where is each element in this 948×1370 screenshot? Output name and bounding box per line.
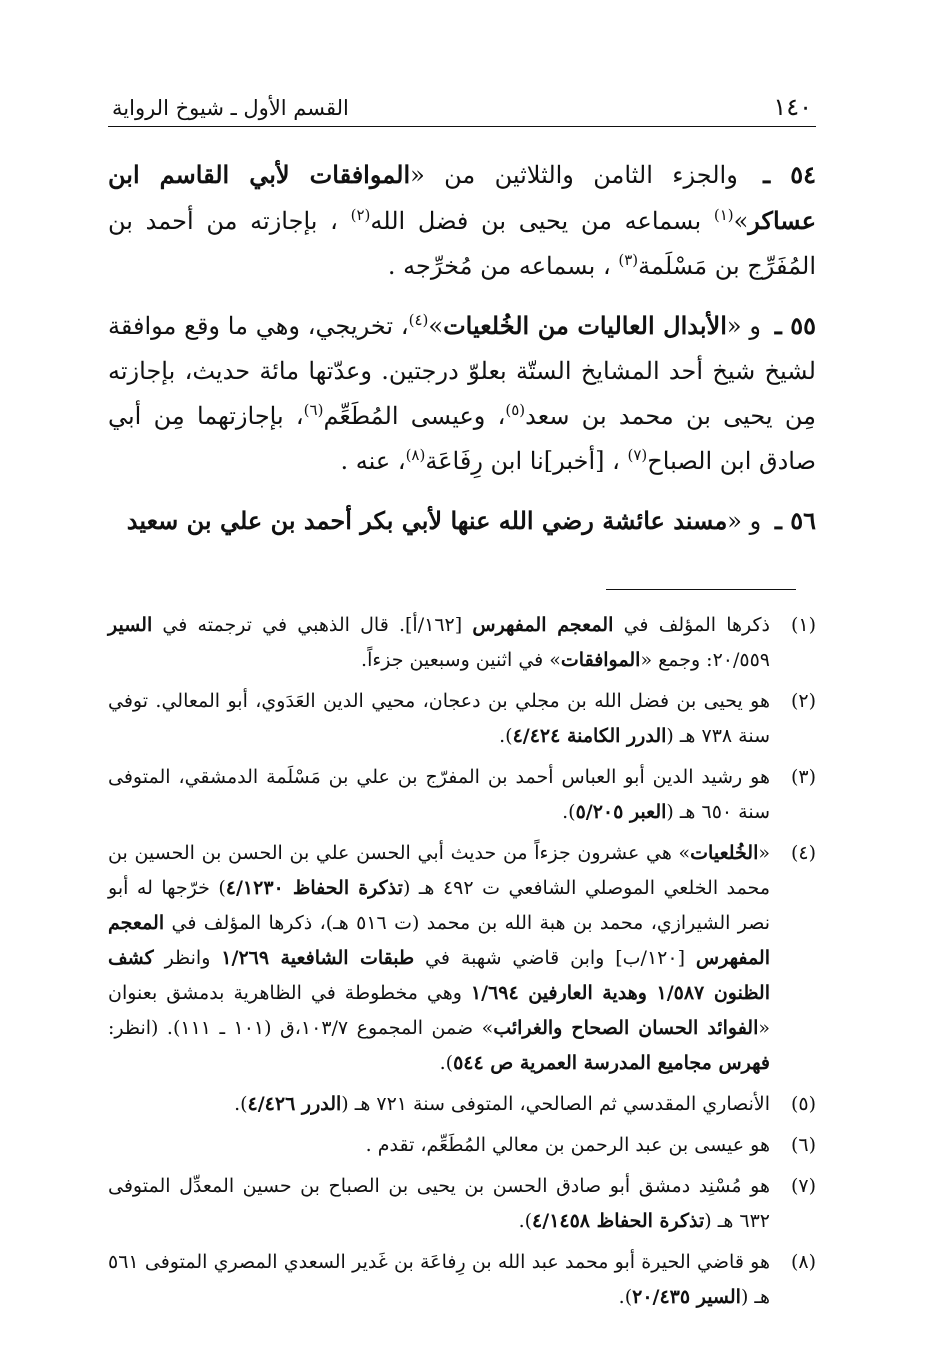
- bold-text-run: الموافقات لأبي القاسم ابن عساكر: [108, 160, 817, 235]
- bold-text-run: الموافقات: [560, 649, 641, 671]
- footnote-number: (٦): [790, 1134, 816, 1156]
- page-header: [108, 92, 816, 127]
- text-run: [١٦٢/أ]. قال الذهبي في ترجمته في: [152, 614, 473, 636]
- bold-text-run: فهرس مجاميع المدرسة العمرية ص ٥٤٤: [453, 1052, 770, 1074]
- text-run: ).: [562, 801, 576, 823]
- bold-text-run: العبر ٥/٢٠٥: [575, 801, 667, 823]
- footnote-number: (٧): [790, 1175, 816, 1197]
- text-run: » هي عشرون جزءاً من حديث أبي الحسن علي بن الحسن بن الحسين بن محمد الخلعي الموصلي الشافعي ت ٤٩٢ هـ (: [108, 842, 770, 899]
- text-run: ذكرها المؤلف في: [613, 614, 771, 636]
- text-run: ).: [439, 1052, 454, 1074]
- entry-number: ٥٦ ـ: [774, 506, 816, 535]
- footnote-number: (١): [790, 614, 816, 636]
- bold-text-run: الفوائد الحسان الصحاح والغرائب: [493, 1017, 759, 1039]
- footnote-reference: (٣): [618, 251, 639, 269]
- entry-56: [108, 498, 816, 544]
- text-run: هو مُسْنِد دمشق أبو صادق الحسن بن يحيى بن الصباح بن حسين المعدِّل المتوفى ٦٣٢ هـ (: [108, 1175, 770, 1232]
- text-run: و «: [726, 312, 769, 340]
- bold-text-run: السير: [108, 614, 153, 636]
- text-run: ).: [618, 1286, 633, 1308]
- text-run: ).: [518, 1210, 533, 1232]
- footnote-number: (٢): [790, 690, 816, 712]
- bold-text-run: الخُلعيات: [690, 842, 759, 864]
- text-run: الأنصاري المقدسي ثم الصالحي، المتوفى سنة ٧٢١ هـ (: [341, 1093, 770, 1115]
- footnote-reference: (٤): [408, 311, 429, 329]
- footnote-4: [108, 836, 816, 1081]
- text-run: وهي مخطوطة في الظاهرية بدمشق بعنوان «: [108, 982, 770, 1039]
- footnote-reference: (٦): [303, 401, 324, 419]
- text-run: ، بسماعه من مُخرِّجه .: [387, 252, 619, 280]
- footnote-3: [108, 760, 816, 830]
- bold-text-run: تذكرة الحفاظ ٤/١٤٥٨: [532, 1210, 705, 1232]
- text-run: ، [أخبر]نا ابن رِفَاعَة: [425, 447, 628, 475]
- text-run: هو يحيى بن فضل الله بن مجلي بن دعجان، محيي الدين العَدَوي، أبو المعالي. توفي سنة ٧٣٨ هـ (: [108, 690, 771, 747]
- bold-text-run: الدرر الكامنة ٤/٤٢٤: [512, 725, 667, 747]
- bold-text-run: مسند عائشة رضي الله عنها لأبي بكر أحمد بن علي بن سعيد: [126, 506, 728, 535]
- text-run: هو رشيد الدين أبو العباس أحمد بن المفرّج بن علي بن مَسْلَمة الدمشقي، المتوفى سنة ٦٥٠ هـ (: [108, 766, 770, 823]
- text-run: ) خرّجها له أبو نصر الشيرازي، محمد بن هبة الله بن محمد (ت ٥١٦ هـ)، ذكرها المؤلف في: [108, 877, 770, 934]
- main-text: [108, 152, 816, 558]
- text-run: ، بإجازته من أحمد بن المُفَرِّج بن مَسْلَمة: [108, 207, 816, 280]
- text-run: هو قاضي الحيرة أبو محمد عبد الله بن رِفاعَة بن غَدير السعدي المصري المتوفى ٥٦١ هـ (: [108, 1251, 770, 1308]
- text-run: وانظر: [153, 947, 222, 969]
- text-run: » في اثنين وسبعين جزءاً.: [361, 649, 561, 671]
- entry-55: [108, 303, 816, 484]
- footnote-number: (٥): [790, 1093, 816, 1115]
- bold-text-run: المعجم المفهرس: [472, 614, 614, 636]
- footnote-number: (٣): [790, 766, 816, 788]
- text-run: والجزء الثامن والثلاثين من «: [410, 161, 758, 189]
- footnote-reference: (٥): [505, 401, 526, 419]
- text-run: ٢٠/٥٥٩: وجمع «: [640, 649, 770, 671]
- footnote-divider: [606, 589, 796, 590]
- entry-number: ٥٥ ـ: [774, 311, 817, 340]
- text-run: ، تخريجي، وهي ما وقع موافقة لشيخ شيخ أحد المشايخ الستّة بعلوّ درجتين. وعدّتها مائة حديث، بإجازته مِن يحيى بن محمد بن سعد: [108, 312, 816, 430]
- text-run: »: [733, 207, 749, 235]
- text-run: «: [758, 842, 770, 864]
- text-run: » ضمن المجموع ١٠٣/٧،ق (١٠١ ـ ١١١). (انظر:: [108, 1017, 494, 1039]
- footnote-6: [108, 1128, 816, 1163]
- page-number: ١٤٠: [773, 93, 812, 121]
- footnote-reference: (١): [713, 206, 734, 224]
- text-run: ، عنه .: [340, 447, 406, 475]
- footnote-1: [108, 608, 816, 678]
- text-run: »: [428, 312, 444, 340]
- running-title: القسم الأول ـ شيوخ الرواية: [112, 96, 349, 120]
- footnote-reference: (٧): [627, 446, 648, 464]
- footnote-reference: (٢): [350, 206, 371, 224]
- text-run: ، وعيسى المُطَعِّم: [323, 402, 506, 430]
- bold-text-run: كشف الظنون ١/٥٨٧ وهدية العارفين ١/٦٩٤: [108, 947, 770, 1004]
- bold-text-run: المعجم المفهرس: [108, 912, 771, 969]
- bold-text-run: طبقات الشافعية ١/٢٦٩: [221, 947, 415, 969]
- footnote-number: (٨): [790, 1251, 816, 1273]
- entry-54: [108, 152, 816, 289]
- footnote-number: (٤): [790, 842, 816, 864]
- bold-text-run: الأبدال العاليات من الخُلعيات: [443, 311, 727, 340]
- footnote-7: [108, 1169, 816, 1239]
- footnote-8: [108, 1245, 816, 1315]
- entry-number: ٥٤ ـ: [763, 160, 817, 189]
- bold-text-run: السير ٢٠/٤٣٥: [632, 1286, 741, 1308]
- bold-text-run: تذكرة الحفاظ ٤/١٢٣٠: [225, 877, 403, 899]
- bold-text-run: الدرر ٤/٤٢٦: [247, 1093, 342, 1115]
- text-run: هو عيسى بن عبد الرحمن بن معالي المُطَعِّم، تقدم .: [365, 1134, 770, 1156]
- footnote-5: [108, 1087, 816, 1122]
- text-run: ، بإجازتهما مِن أبي صادق ابن الصباح: [108, 402, 816, 475]
- text-run: و «: [727, 507, 769, 535]
- footnote-2: [108, 684, 816, 754]
- text-run: ).: [234, 1093, 248, 1115]
- text-run: [١٢٠/ب] وابن قاضي شهبة في: [414, 947, 696, 969]
- footnotes: [108, 608, 816, 1321]
- footnote-reference: (٨): [405, 446, 426, 464]
- text-run: ).: [499, 725, 513, 747]
- text-run: بسماعه من يحيى بن فضل الله: [370, 207, 714, 235]
